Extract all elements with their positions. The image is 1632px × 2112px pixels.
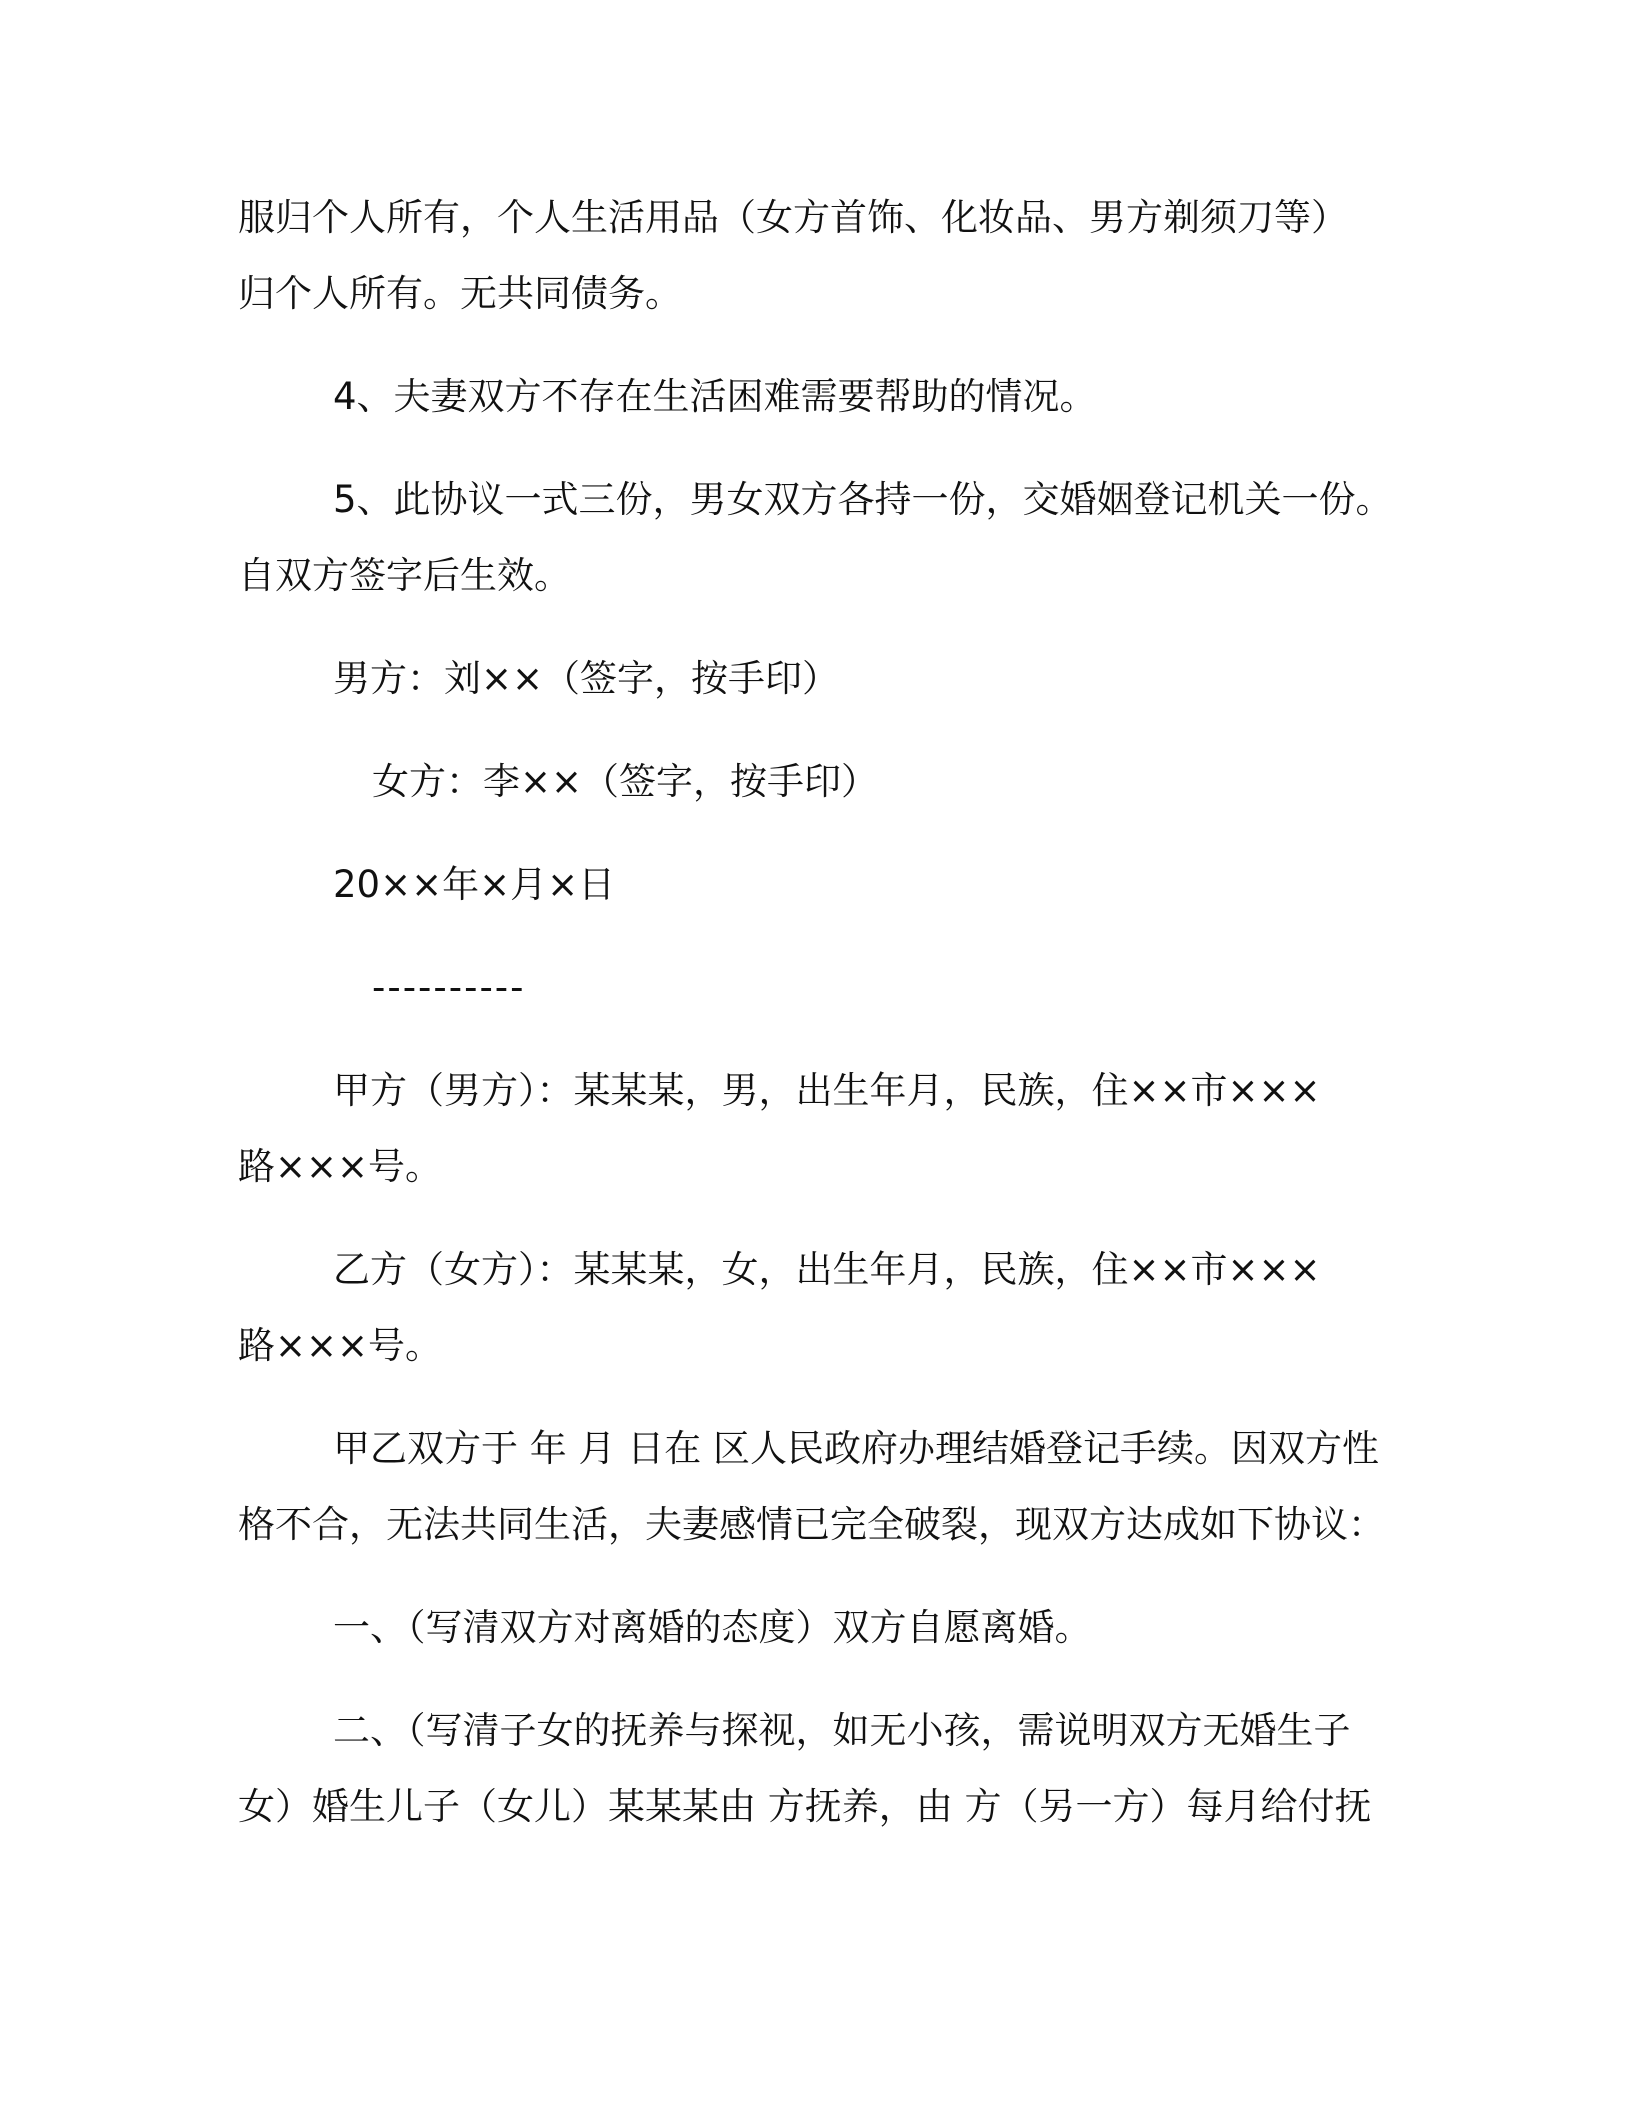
article-2-line-1: 二、（写清子女的抚养与探视，如无小孩，需说明双方无婚生子 [333, 1709, 1351, 1752]
signature-male: 男方：刘××（签字，按手印） [333, 657, 840, 700]
signature-date: 20××年×月×日 [333, 863, 616, 906]
text-line-no-common-debt: 归个人所有。无共同债务。 [238, 272, 682, 315]
party-b-info: 乙方（女方）：某某某，女，出生年月，民族，住××市××× [333, 1248, 1321, 1291]
clause-5: 5、此协议一式三份，男女双方各持一份，交婚姻登记机关一份。 [333, 478, 1393, 521]
clause-4: 4、夫妻双方不存在生活困难需要帮助的情况。 [333, 375, 1097, 418]
party-a-info: 甲方（男方）：某某某，男，出生年月，民族，住××市××× [333, 1069, 1321, 1112]
article-1: 一、（写清双方对离婚的态度）双方自愿离婚。 [333, 1606, 1092, 1649]
article-2-line-2: 女）婚生儿子（女儿）某某某由 方抚养，由 方（另一方）每月给付抚 [238, 1785, 1372, 1828]
party-b-address: 路×××号。 [238, 1324, 443, 1367]
text-line-property-clothing: 服归个人所有，个人生活用品（女方首饰、化妆品、男方剃须刀等） [238, 196, 1348, 239]
signature-female: 女方：李××（签字，按手印） [372, 760, 879, 803]
text-line-effective: 自双方签字后生效。 [238, 554, 571, 597]
section-separator: ---------- [372, 966, 526, 1009]
agreement-intro-line-2: 格不合，无法共同生活，夫妻感情已完全破裂，现双方达成如下协议： [238, 1503, 1385, 1546]
agreement-intro-line-1: 甲乙双方于 年 月 日在 区人民政府办理结婚登记手续。因双方性 [333, 1427, 1380, 1470]
party-a-address: 路×××号。 [238, 1145, 443, 1188]
